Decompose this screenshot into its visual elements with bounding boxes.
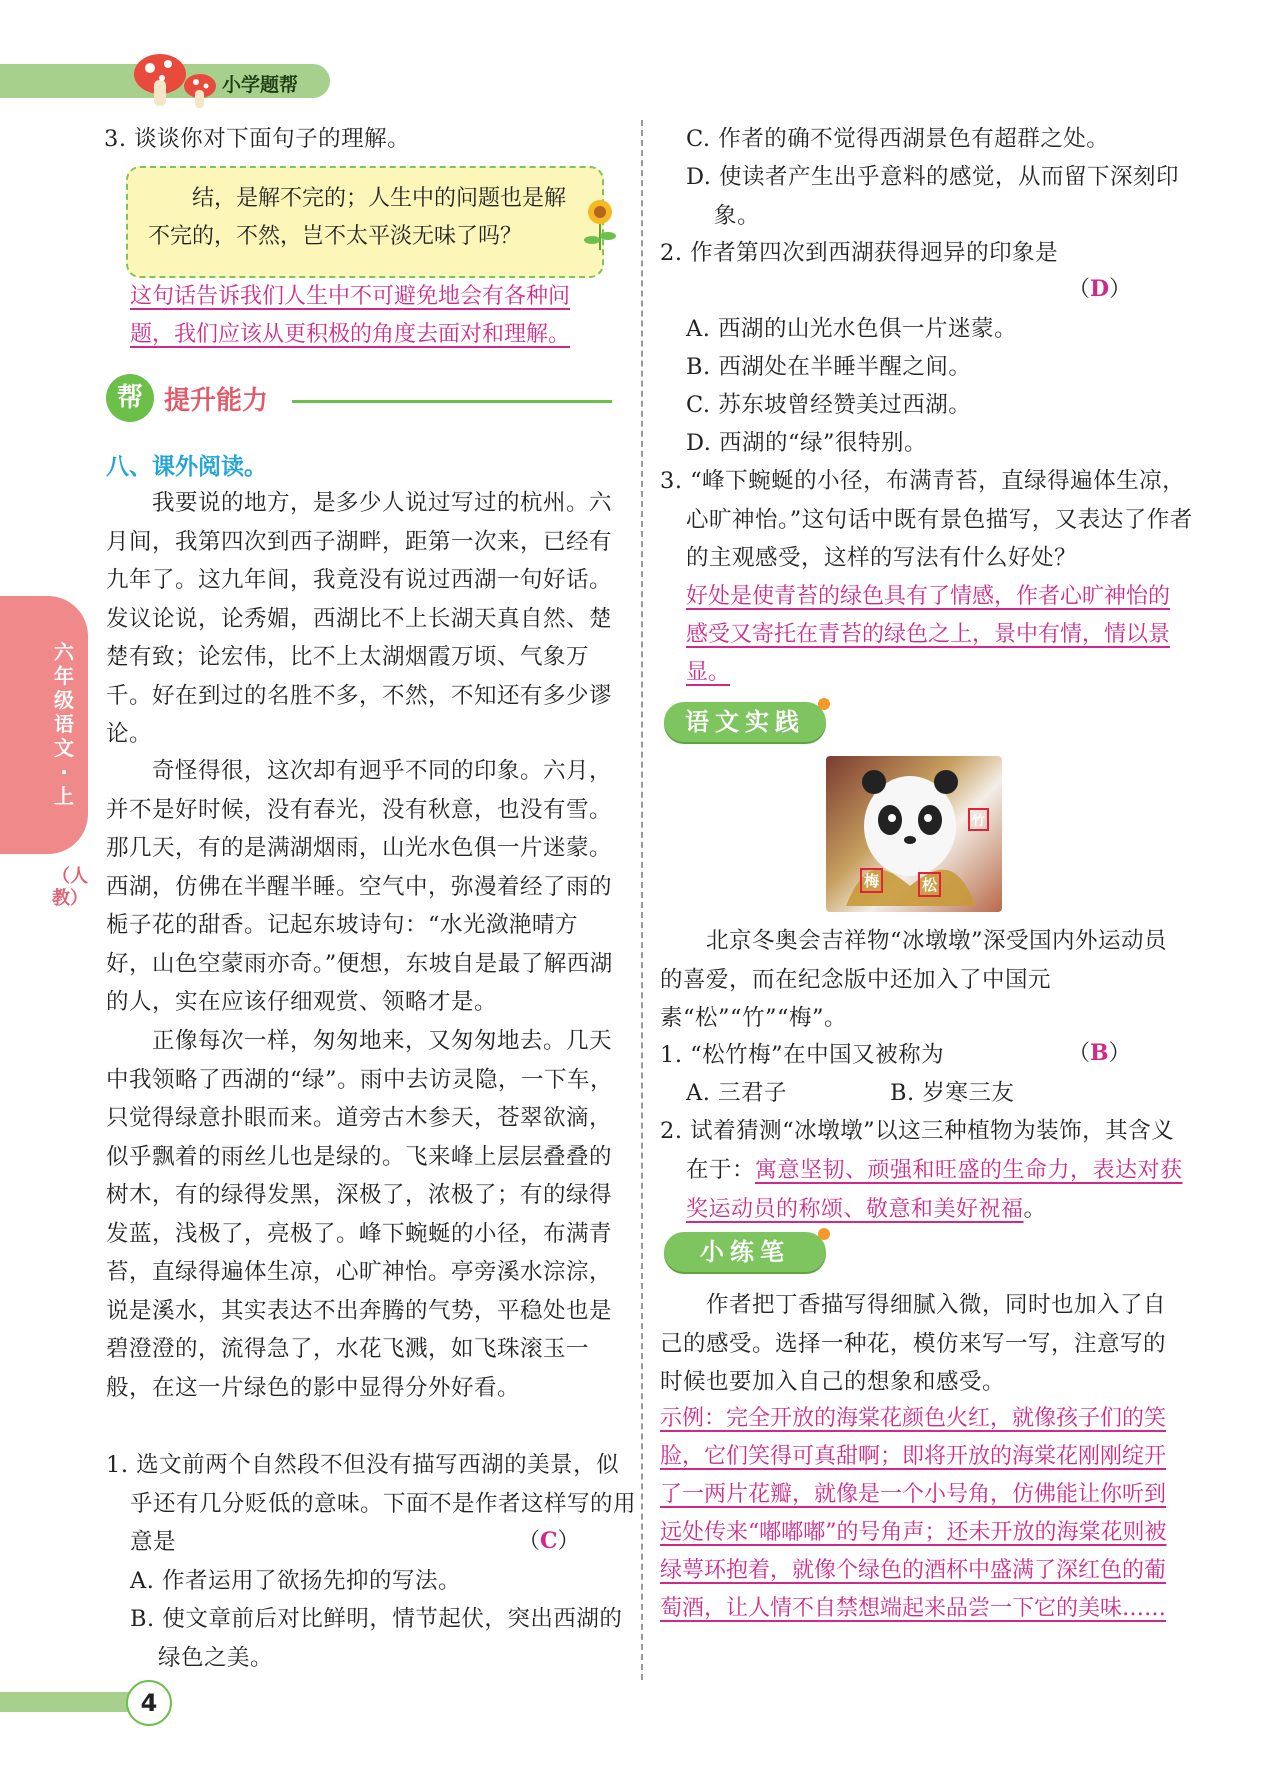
left-q3-answer: 这句话告诉我们人生中不可避免地会有各种问题，我们应该从更积极的角度去面对和理解。 [130, 284, 571, 347]
practice-q1-a: A. 三君子 [686, 1080, 788, 1106]
right-q2-text: 2. 作者第四次到西湖获得迥异的印象是 [660, 240, 1059, 266]
ability-rule [292, 400, 612, 403]
passage-para-2: 奇怪得很，这次却有迥乎不同的印象。六月，并不是好时候，没有春光，没有秋意，也没有雪。那几天，有的是满湖烟雨，山光水色俱一片迷蒙。西湖，仿佛在半醒半睡。空气中，弥漫着经了雨的栀子花的甜香。记起东坡诗句：“水光潋滟晴方好，山色空蒙雨亦奇。”便想，东坡自是最了解西湖的人，实在应该仔细观赏、领略才是。 [106, 758, 613, 1015]
practice-title: 语文实践 [664, 702, 826, 742]
mascot-icon [826, 756, 1002, 912]
bing-dwen-dwen-photo [826, 756, 1002, 912]
left-q1-answer: C [540, 1528, 558, 1554]
practice-q1-b: B. 岁寒三友 [890, 1080, 1015, 1106]
practice-dot [818, 698, 830, 710]
left-q1-a: A. 作者运用了欲扬先抑的写法。 [130, 1568, 462, 1594]
practice-intro: 北京冬奥会吉祥物“冰墩墩”深受国内外运动员的喜爱，而在纪念版中还加入了中国元素“松”“竹”“梅”。 [660, 928, 1168, 1031]
practice-q2-answer: 寓意坚韧、顽强和旺盛的生命力，表达对获奖运动员的称颂、敬意和美好祝福 [686, 1157, 1183, 1222]
photo-label-bamboo: 竹 [968, 808, 989, 831]
edition-label: （人教） [52, 866, 88, 909]
passage-para-1: 我要说的地方，是多少人说过写过的杭州。六月间，我第四次到西子湖畔，距第一次来，已经有九年了。这九年间，我竟没有说过西湖一句好话。发议论说，论秀媚，西湖比不上长湖天真自然、楚楚有致；论宏伟，比不上太湖烟霞万顷、气象万千。好在到过的名胜不多，不然，不知还有多少谬论。 [106, 490, 613, 747]
writing-intro: 作者把丁香描写得细腻入微，同时也加入了自己的感受。选择一种花，模仿来写一写，注意写的时候也要加入自己的想象和感受。 [660, 1292, 1167, 1395]
practice-q2-prefix: 2. 试着猜测“冰墩墩”以这三种植物为装饰，其含义在于： [660, 1118, 1175, 1183]
footer-bar [0, 1692, 138, 1712]
right-q2-answer: D [1090, 276, 1110, 302]
practice-q1-text: 1. “松竹梅”在中国又被称为 [660, 1042, 945, 1068]
writing-title: 小练笔 [664, 1232, 826, 1272]
left-q1-b: B. 使文章前后对比鲜明，情节起伏，突出西湖的绿色之美。 [130, 1606, 623, 1671]
writing-answer: 示例：完全开放的海棠花颜色火红，就像孩子们的笑脸，它们笑得可真甜啊；即将开放的海棠花刚刚绽开了一两片花瓣，就像是一个小号角，仿佛能让你听到远处传来“嘟嘟嘟”的号角声；还未开放的海棠花则被绿萼环抱着，就像个绿色的酒杯中盛满了深红色的葡萄酒，让人情不自禁想端起来品尝一下它的美味…… [660, 1406, 1167, 1621]
column-divider [641, 120, 643, 1680]
practice-q1-answer: B [1090, 1040, 1109, 1066]
passage-para-3: 正像每次一样，匆匆地来，又匆匆地去。几天中我领略了西湖的“绿”。雨中去访灵隐，一下车，只觉得绿意扑眼而来。道旁古木参天，苍翠欲滴，似乎飘着的雨丝儿也是绿的。飞来峰上层层叠叠的树木，有的绿得发黑，深极了，浓极了；有的绿得发蓝，浅极了，亮极了。峰下蜿蜒的小径，布满青苔，直绿得遍体生凉，心旷神怡。亭旁溪水淙淙，说是溪水，其实表达不出奔腾的气势，平稳处也是碧澄澄的，流得急了，水花飞溅，如飞珠滚玉一般，在这一片绿色的影中显得分外好看。 [106, 1028, 614, 1401]
practice-q2 [660, 1112, 1196, 1229]
right-q2-c: C. 苏东坡曾经赞美过西湖。 [686, 392, 972, 418]
sunflower-icon [578, 196, 622, 256]
photo-label-plum: 梅 [860, 868, 883, 893]
right-q3-text: 3. “峰下蜿蜒的小径，布满青苔，直绿得遍体生凉，心旷神怡。”这句话中既有景色描写，又表达了作者的主观感受，这样的写法有什么好处？ [660, 468, 1193, 571]
brand-label: 小学题帮 [222, 74, 299, 96]
right-q1-c: C. 作者的确不觉得西湖景色有超群之处。 [686, 126, 1110, 152]
grade-label: 六年级语文·上 [54, 640, 74, 808]
left-q1-bracket: （C） [518, 1528, 580, 1554]
ability-title: 提升能力 [164, 386, 269, 416]
section8-title: 八、课外阅读。 [106, 454, 267, 480]
right-q2-d: D. 西湖的“绿”很特别。 [686, 430, 928, 456]
practice-q1-bracket: （B） [1068, 1040, 1131, 1066]
photo-label-pine: 松 [918, 872, 941, 897]
right-q3-answer: 好处是使青苔的绿色具有了情感，作者心旷神怡的感受又寄托在青苔的绿色之上，景中有情，情以景显。 [686, 584, 1171, 685]
right-q1-d: D. 使读者产生出乎意料的感觉，从而留下深刻印象。 [686, 164, 1180, 229]
left-q3-title: 3. 谈谈你对下面句子的理解。 [104, 126, 411, 152]
right-q2-a: A. 西湖的山光水色俱一片迷蒙。 [686, 316, 1018, 342]
ability-badge: 帮 [106, 374, 154, 422]
right-q2-b: B. 西湖处在半睡半醒之间。 [686, 354, 972, 380]
page-number: 4 [126, 1680, 172, 1726]
right-q2-bracket: （D） [1068, 276, 1132, 302]
writing-dot [818, 1228, 830, 1240]
practice-q2-suffix: 。 [1023, 1195, 1047, 1222]
quote-text: 结，是解不完的；人生中的问题也是解不完的，不然，岂不太平淡无味了吗？ [148, 186, 567, 249]
left-q1-text: 1. 选文前两个自然段不但没有描写西湖的美景，似乎还有几分贬低的意味。下面不是作者这样写的用意是 [106, 1452, 637, 1555]
